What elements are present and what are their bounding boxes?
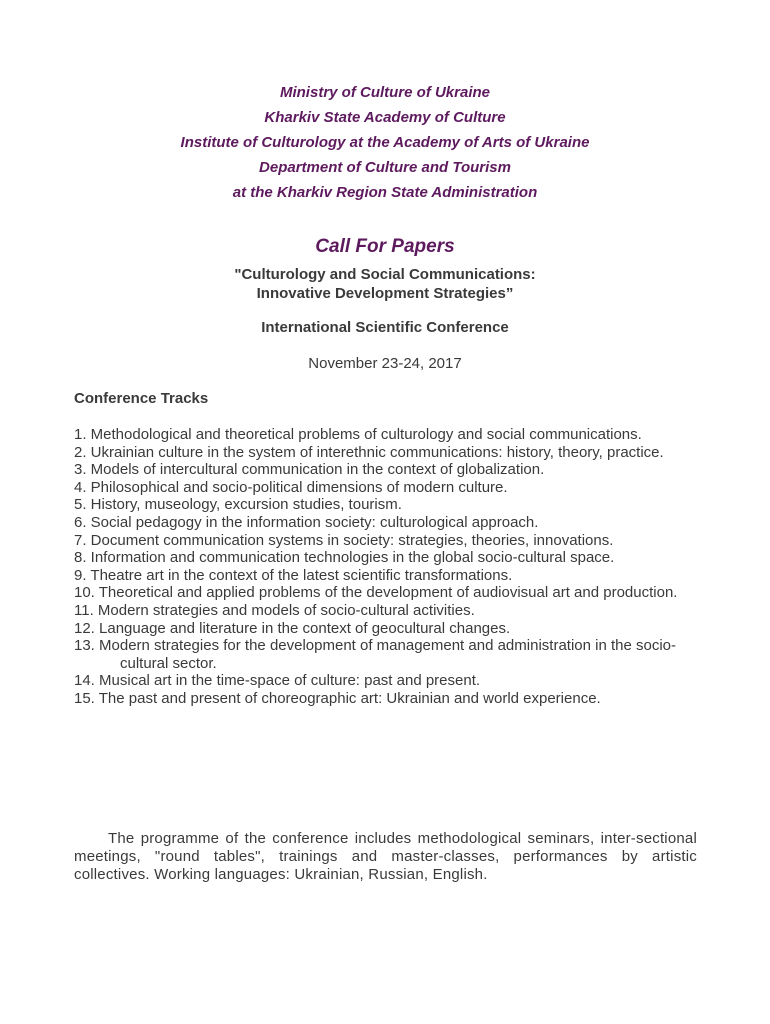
track-item: 7. Document communication systems in society: strategies, theories, innovations. (74, 531, 614, 549)
organizer-line: Kharkiv State Academy of Culture (264, 109, 506, 126)
conference-theme (0, 265, 770, 303)
track-item: 2. Ukrainian culture in the system of interethnic communications: history, theory, practice. (74, 443, 664, 461)
tracks-list (74, 426, 684, 708)
track-item: 6. Social pedagogy in the information society: culturological approach. (74, 513, 539, 531)
organizer-line: Ministry of Culture of Ukraine (279, 84, 491, 101)
track-item: 5. History, museology, excursion studies, tourism. (74, 496, 402, 514)
track-item: 11. Modern strategies and models of socio-cultural activities. (74, 601, 475, 619)
track-item: 4. Philosophical and socio-political dimensions of modern culture. (74, 478, 508, 496)
track-item: 10. Theoretical and applied problems of the development of audiovisual art and production. (74, 584, 678, 602)
track-item: 1. Methodological and theoretical problems of culturology and social communications. (74, 426, 642, 443)
tracks-heading: Conference Tracks (74, 390, 209, 407)
track-item: 12. Language and literature in the context of geocultural changes. (74, 619, 511, 637)
organizers-header (0, 80, 770, 205)
organizer-line: at the Kharkiv Region State Administration (232, 184, 538, 201)
conference-theme-line: Innovative Development Strategies” (256, 285, 514, 302)
track-item: 15. The past and present of choreographic art: Ukrainian and world experience. (74, 689, 601, 707)
track-item: 9. Theatre art in the context of the latest scientific transformations. (74, 566, 513, 584)
conference-date: November 23-24, 2017 (308, 355, 462, 372)
conference-theme-line: "Culturology and Social Communications: (234, 266, 536, 283)
track-item: 3. Models of intercultural communication in the context of globalization. (74, 461, 545, 479)
organizer-line: Department of Culture and Tourism (259, 159, 511, 176)
track-item: 8. Information and communication technologies in the global socio-cultural space. (74, 549, 615, 567)
organizer-line: Institute of Culturology at the Academy of Arts of Ukraine (180, 134, 590, 151)
track-item: 14. Musical art in the time-space of culture: past and present. (74, 672, 481, 690)
track-item: 13. Modern strategies for the development of management and administration in the socio-cultural sector. (74, 637, 677, 672)
page-title: Call For Papers (315, 236, 455, 257)
programme-paragraph: The programme of the conference includes methodological seminars, inter-sectional meetings, "round tables", trainings and master-classes, performances by artistic collectives. Working languages: Ukrainian, Russian, English. (74, 830, 697, 883)
conference-name: International Scientific Conference (261, 319, 509, 336)
